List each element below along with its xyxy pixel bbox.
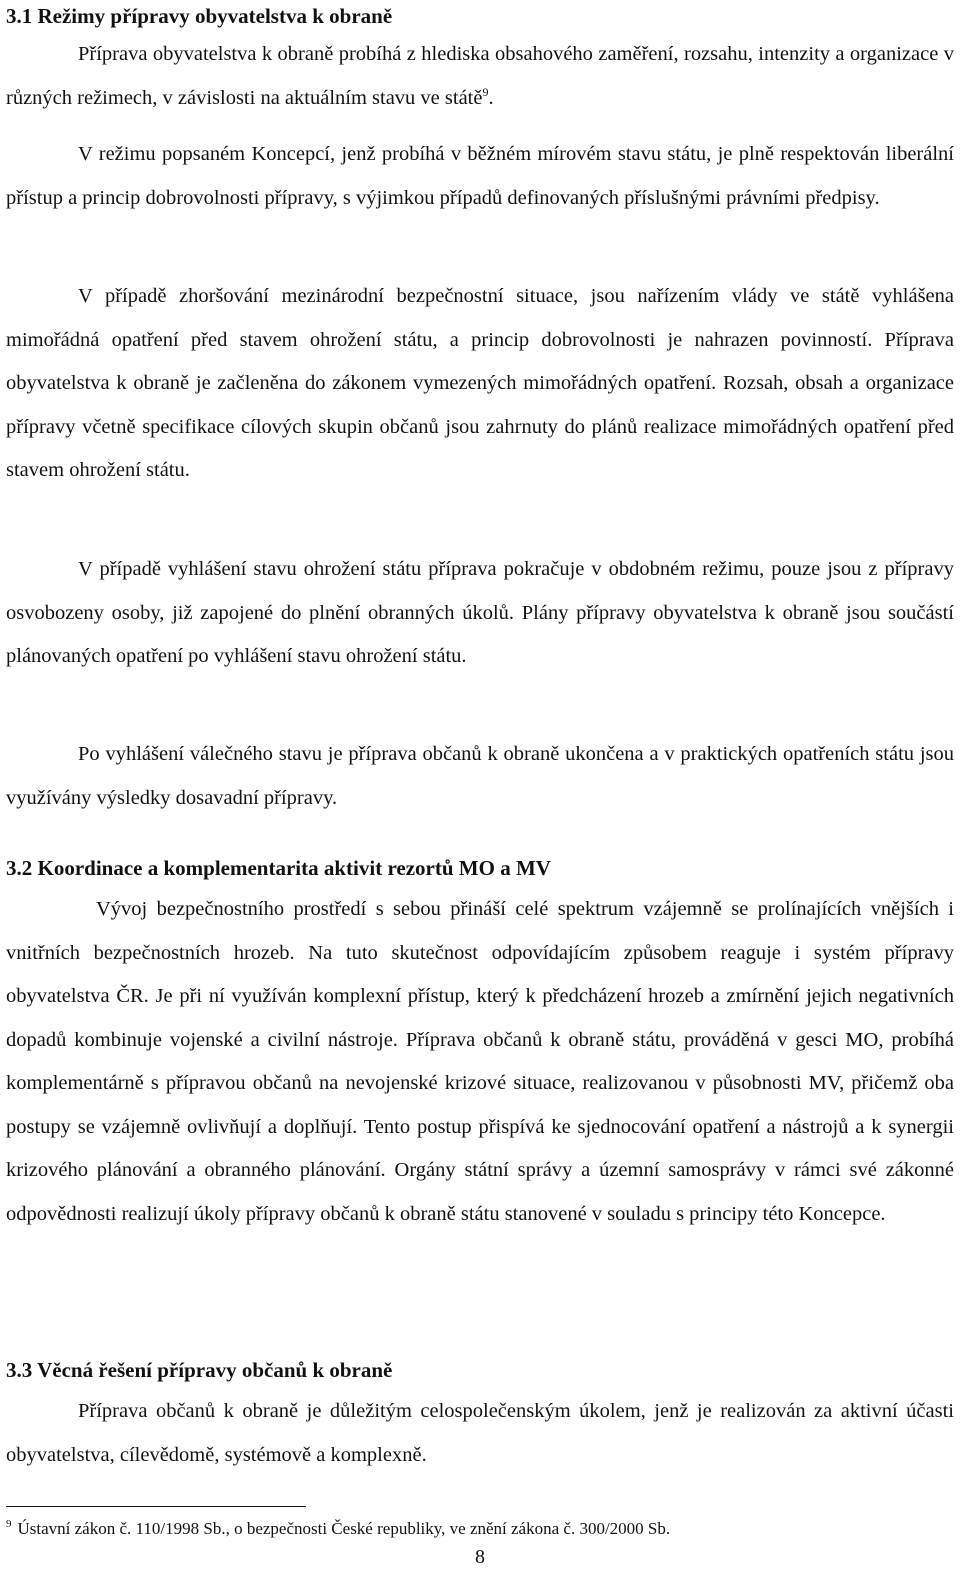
page-number: 8 bbox=[475, 1546, 485, 1568]
paragraph-3-3-solutions: Příprava občanů k obraně je důležitým celospolečenským úkolem, jenž je realizován za aktivní účasti obyvatelstva, cílevědomě, systémově a komplexně. bbox=[6, 1400, 954, 1466]
section-heading-3-2: 3.2 Koordinace a komplementarita aktivit rezortů MO a MV bbox=[6, 856, 551, 880]
footnote-separator bbox=[6, 1506, 306, 1507]
section-heading-3-1: 3.1 Režimy přípravy obyvatelstva k obraně bbox=[6, 4, 393, 28]
footnote-reference: 9 bbox=[482, 84, 489, 99]
paragraph-3-2-coordination: Vývoj bezpečnostního prostředí s sebou přináší celé spektrum vzájemně se prolínajících vnějších i vnitřních bezpečnostních hrozeb. Na tuto skutečnost odpovídajícím způsobem reaguje i systém přípravy obyvatelstva ČR. Je při ní využíván komplexní přístup, který k předcházení hrozeb a zmírnění jejich negativních dopadů kombinuje vojenské a civilní nástroje. Příprava občanů k obraně státu, prováděná v gesci MO, probíhá komplementárně s přípravou občanů na nevojenské krizové situace, realizovanou v působnosti MV, přičemž oba postupy se vzájemně ovlivňují a doplňují. Tento postup přispívá ke sjednocování opatření a nástrojů a k synergii krizového plánování a obranného plánování. Orgány státní správy a územní samosprávy v rámci své zákonné odpovědnosti realizují úkoly přípravy občanů k obraně státu stanovené v souladu s principy této Koncepce. bbox=[6, 898, 954, 1225]
paragraph-3-1-threat-state: V případě vyhlášení stavu ohrožení státu příprava pokračuje v obdobném režimu, pouze jsou z přípravy osvobozeny osoby, již zapojené do plnění obranných úkolů. Plány přípravy obyvatelstva k obraně jsou součástí plánovaných opatření po vyhlášení stavu ohrožení státu. bbox=[6, 558, 954, 667]
paragraph-3-1-deterioration: V případě zhoršování mezinárodní bezpečnostní situace, jsou nařízením vlády ve státě vyhlášena mimořádná opatření před stavem ohrožení státu, a princip dobrovolnosti je nahrazen povinností. Příprava obyvatelstva k obraně je začleněna do zákonem vymezených mimořádných opatření. Rozsah, obsah a organizace přípravy včetně specifikace cílových skupin občanů jsou zahrnuty do plánů realizace mimořádných opatření před stavem ohrožení státu. bbox=[6, 285, 954, 481]
paragraph-3-1-peacetime: V režimu popsaném Koncepcí, jenž probíhá v běžném mírovém stavu státu, je plně respektován liberální přístup a princip dobrovolnosti přípravy, s výjimkou případů definovaných příslušnými právními předpisy. bbox=[6, 143, 954, 209]
footnote-number: 9 bbox=[6, 1518, 12, 1531]
paragraph-end: . bbox=[488, 86, 494, 109]
paragraph-3-1-intro bbox=[6, 33, 954, 120]
section-heading-3-3: 3.3 Věcná řešení přípravy občanů k obraně bbox=[6, 1358, 393, 1382]
footnote bbox=[6, 1519, 670, 1539]
footnote-text: Ústavní zákon č. 110/1998 Sb., o bezpečnosti České republiky, ve znění zákona č. 300/2000 Sb. bbox=[17, 1519, 671, 1538]
paragraph-text: Příprava obyvatelstva k obraně probíhá z hlediska obsahového zaměření, rozsahu, intenzity a organizace v různých režimech, v závislosti na aktuálním stavu ve státě bbox=[6, 43, 954, 109]
paragraph-3-1-war-state: Po vyhlášení válečného stavu je příprava občanů k obraně ukončena a v praktických opatřeních státu jsou využívány výsledky dosavadní přípravy. bbox=[6, 743, 954, 809]
